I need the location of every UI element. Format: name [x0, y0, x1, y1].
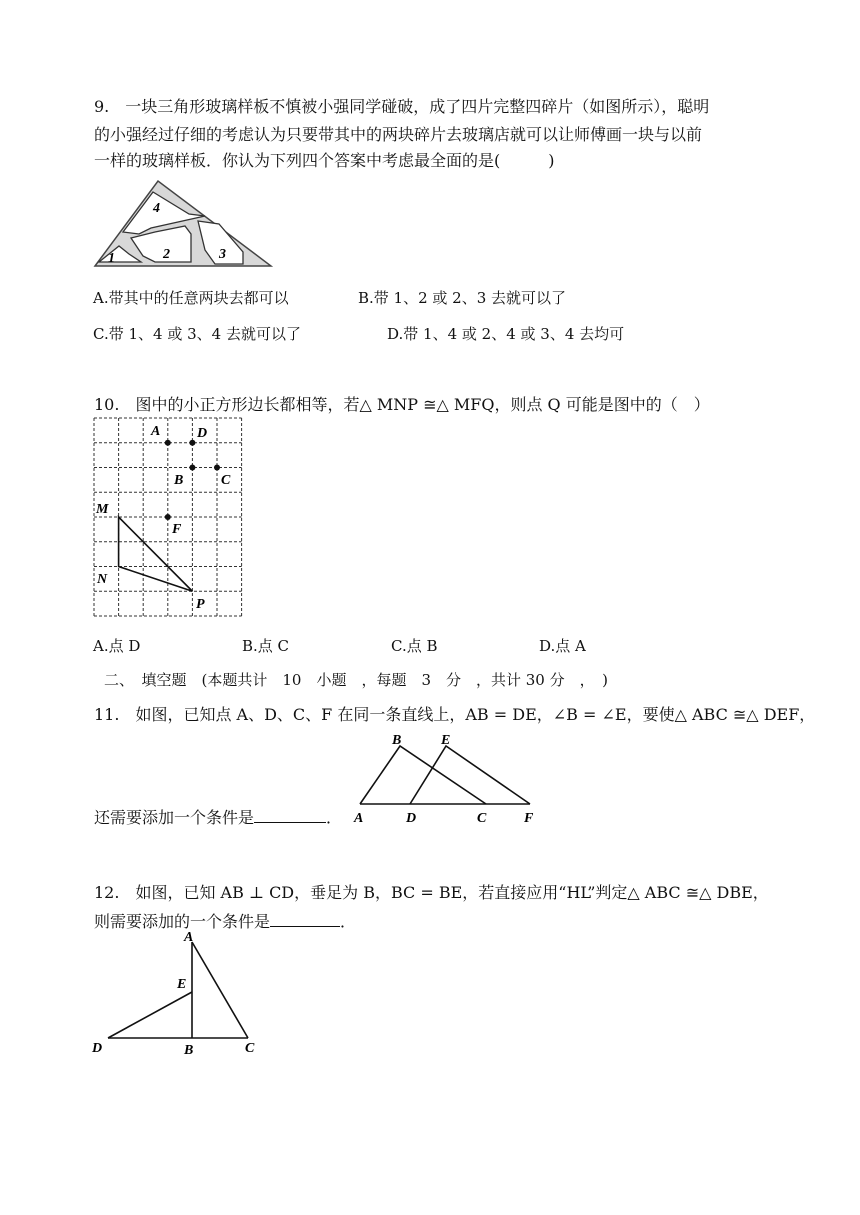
- q10-point-label: M: [96, 502, 109, 517]
- q9-option-a: A.带其中的任意两块去都可以: [93, 289, 289, 307]
- q11-line-2: [94, 806, 342, 829]
- q12-point-label: C: [245, 1041, 255, 1056]
- q9-line-2: 的小强经过仔细的考虑认为只要带其中的两块碎片去玻璃店就可以让师傅画一块与以前: [94, 125, 703, 144]
- q11-line-2-end: ．: [326, 808, 343, 827]
- q10-point-label: A: [151, 424, 161, 439]
- q9-line-1: 9. 一块三角形玻璃样板不慎被小强同学碰破，成了四片完整四碎片（如图所示），聪明: [94, 97, 710, 116]
- q11-point-label: B: [392, 733, 402, 748]
- q10-point-label: F: [172, 522, 182, 537]
- q9-piece-label: 3: [219, 247, 226, 262]
- q12-point-label: B: [184, 1043, 194, 1058]
- q12-point-label: D: [92, 1041, 103, 1056]
- q12-point-label: E: [177, 977, 187, 992]
- q9-line-3: 一样的玻璃样板．你认为下列四个答案中考虑最全面的是( ): [94, 151, 555, 170]
- q11-triangles-figure: [350, 730, 540, 826]
- q10-option-b: B.点 C: [242, 637, 290, 655]
- q10-line-1: 10. 图中的小正方形边长都相等，若△ MNP ≅△ MFQ，则点 Q 可能是图中的（ ）: [94, 395, 710, 414]
- q12-line-2-end: ．: [340, 912, 357, 931]
- q11-point-label: F: [524, 811, 534, 826]
- q11-point-label: E: [441, 733, 451, 748]
- q9-piece-label: 2: [163, 247, 170, 262]
- q9-piece-label: 1: [108, 251, 115, 266]
- q11-point-label: A: [354, 811, 364, 826]
- q10-point-label: P: [196, 597, 205, 612]
- q12-right-triangles-figure: [88, 928, 268, 1058]
- q11-answer-blank[interactable]: [254, 806, 326, 823]
- q12-line-1: 12. 如图，已知 AB ⊥ CD，垂足为 B，BC = BE，若直接应用“HL”判定△ ABC ≅△ DBE，: [94, 883, 769, 902]
- q10-point-label: D: [197, 426, 208, 441]
- q11-point-label: D: [406, 811, 417, 826]
- q10-option-c: C.点 B: [391, 637, 438, 655]
- q11-point-label: C: [477, 811, 487, 826]
- q9-option-d: D.带 1、4 或 2、4 或 3、4 去均可: [387, 325, 625, 343]
- q11-line-2-text: 还需要添加一个条件是: [94, 808, 255, 827]
- q10-point-label: C: [221, 473, 231, 488]
- q9-option-b: B.带 1、2 或 2、3 去就可以了: [358, 289, 567, 307]
- q9-piece-label: 4: [153, 201, 160, 216]
- q10-point-label: N: [97, 572, 108, 587]
- q11-line-1: 11. 如图，已知点 A、D、C、F 在同一条直线上，AB = DE，∠B = ∠E，要使△ ABC ≅△ DEF，: [94, 705, 816, 724]
- q12-line-2-text: 则需要添加的一个条件是: [94, 912, 271, 931]
- q12-point-label: A: [184, 930, 194, 945]
- q9-broken-glass-figure: [93, 176, 273, 271]
- section-2-heading: 二、 填空题 (本题共计 10 小题 ，每题 3 分 ，共计 30 分 ， ): [104, 671, 608, 689]
- q10-grid-figure: [92, 416, 244, 622]
- q10-option-d: D.点 A: [539, 637, 586, 655]
- q10-point-label: B: [174, 473, 184, 488]
- q12-answer-blank[interactable]: [270, 910, 340, 927]
- q9-option-c: C.带 1、4 或 3、4 去就可以了: [93, 325, 301, 343]
- q10-option-a: A.点 D: [93, 637, 141, 655]
